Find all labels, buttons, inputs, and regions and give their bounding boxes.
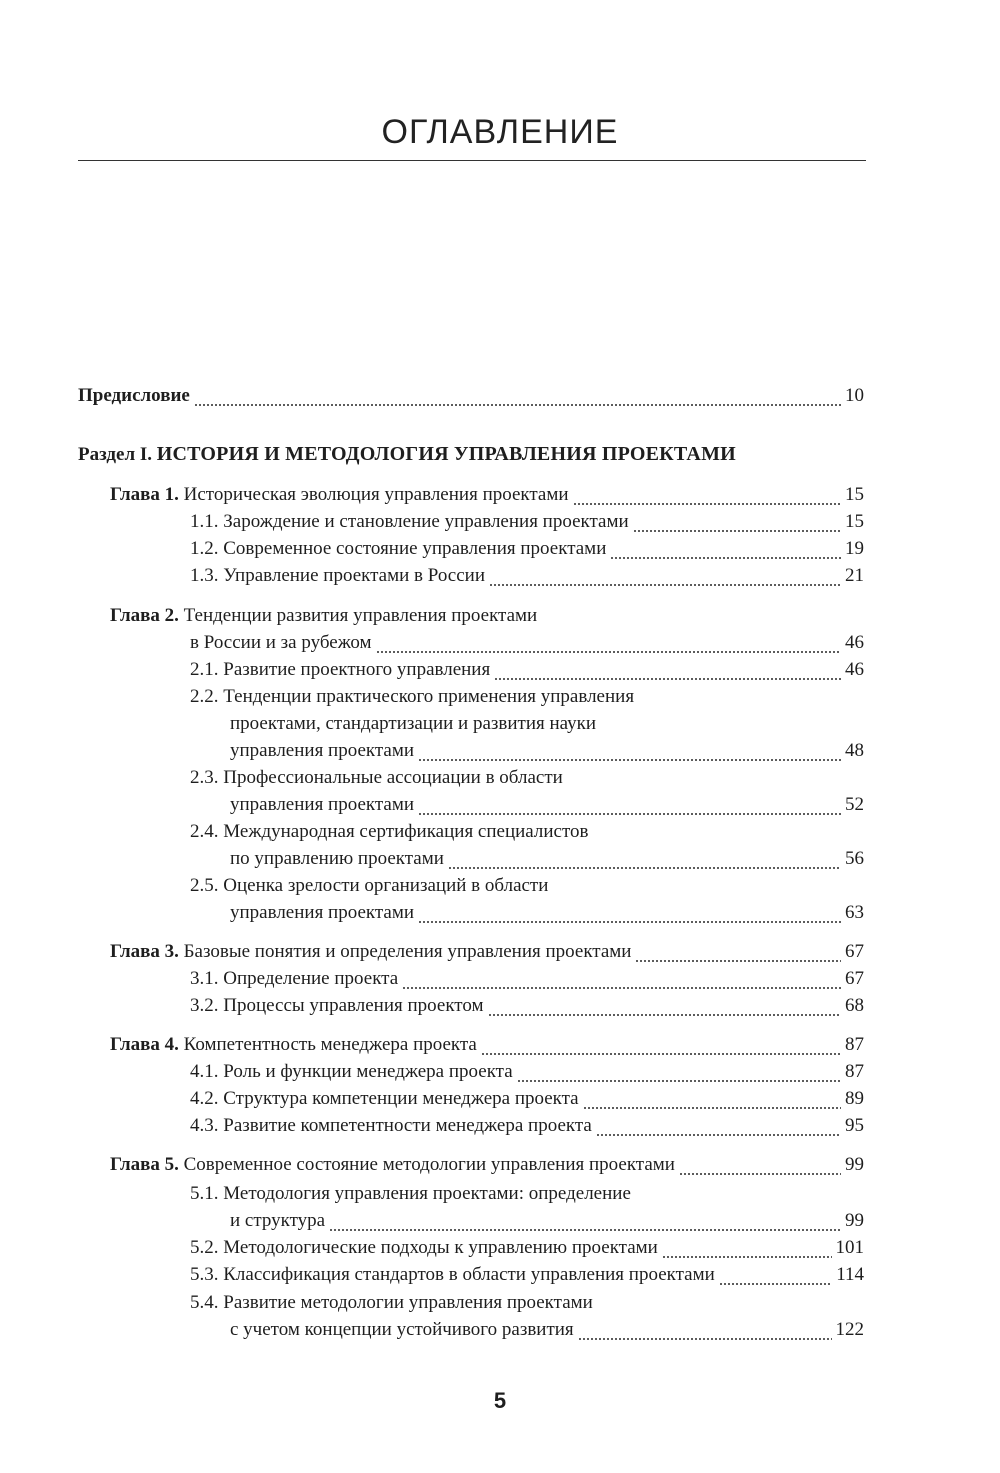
toc-page-number: 21 (845, 565, 864, 586)
toc-entry-label: 5.3. Классификация стандартов в области управления проектами (190, 1264, 715, 1285)
dot-leader (402, 972, 841, 992)
dot-leader (488, 999, 841, 1019)
toc-entry-label: 3.2. Процессы управления проектом (190, 995, 484, 1016)
toc-page-number: 15 (845, 511, 864, 532)
toc-entry-label: Предисловие (78, 385, 190, 406)
chapter-title: Современное состояние методологии управления проектами (183, 1154, 675, 1175)
chapter-label: Глава 1. (110, 484, 179, 505)
toc-entry-label: 3.1. Определение проекта (190, 968, 399, 989)
toc-entry-label: 1.1. Зарождение и становление управления проектами (190, 511, 629, 532)
toc-entry-2-4-line1[interactable]: 2.4. Международная сертификация специалистов (190, 821, 589, 842)
chapter-title: Базовые понятия и определения управления проектами (183, 941, 632, 962)
dot-leader (517, 1065, 841, 1085)
toc-page-number: 67 (845, 941, 864, 962)
toc-entry-4-1[interactable] (190, 1059, 864, 1085)
toc-entry-chapter-4[interactable] (110, 1032, 864, 1058)
dot-leader (194, 389, 841, 409)
chapter-title-cont: в России и за рубежом (190, 632, 372, 653)
toc-entry-label: управления проектами (230, 794, 415, 815)
toc-entry-label: управления проектами (230, 740, 415, 761)
toc-entry-3-2[interactable] (190, 993, 864, 1019)
toc-page-number: 87 (845, 1034, 864, 1055)
toc-entry-label: по управлению проектами (230, 848, 444, 869)
toc-page-number: 89 (845, 1088, 864, 1109)
toc-entry-2-4[interactable] (230, 846, 864, 872)
toc-entry-1-2[interactable] (190, 536, 864, 562)
toc-entry-5-4[interactable] (230, 1317, 864, 1343)
toc-entry-2-2[interactable] (230, 738, 864, 764)
toc-entry-label: и структура (230, 1210, 326, 1231)
toc-page-number: 99 (845, 1154, 864, 1175)
dot-leader (448, 852, 841, 872)
toc-entry-label: с учетом концепции устойчивого развития (230, 1319, 574, 1340)
dot-leader (494, 663, 841, 683)
dot-leader (679, 1158, 841, 1178)
toc-entry-2-5-line1[interactable]: 2.5. Оценка зрелости организаций в области (190, 875, 549, 896)
toc-entry-label: управления проектами (230, 902, 415, 923)
toc-entry-label: 2.1. Развитие проектного управления (190, 659, 491, 680)
toc-page-number: 99 (845, 1210, 864, 1231)
toc-page-number: 87 (845, 1061, 864, 1082)
toc-entry-5-3[interactable] (190, 1262, 864, 1288)
chapter-label: Глава 2. (110, 605, 179, 626)
toc-entry-chapter-2-title[interactable] (110, 603, 537, 629)
dot-leader (635, 945, 841, 965)
toc-page-number: 10 (845, 385, 864, 406)
toc-page-number: 114 (836, 1264, 864, 1285)
toc-entry-4-2[interactable] (190, 1086, 864, 1112)
dot-leader (719, 1268, 832, 1288)
toc-entry-chapter-5[interactable] (110, 1152, 864, 1178)
toc-page-number: 68 (845, 995, 864, 1016)
toc-entry-label: 4.2. Структура компетенции менеджера проекта (190, 1088, 579, 1109)
section-heading (78, 441, 736, 468)
toc-page-number: 15 (845, 484, 864, 505)
toc-entry-chapter-2[interactable] (190, 630, 864, 656)
toc-entry-2-3-line1[interactable]: 2.3. Профессиональные ассоциации в области (190, 767, 563, 788)
dot-leader (418, 744, 841, 764)
toc-entry-5-1[interactable] (230, 1208, 864, 1234)
dot-leader (662, 1241, 832, 1261)
toc-entry-preface[interactable] (78, 383, 864, 409)
toc-entry-label: 5.2. Методологические подходы к управлению проектами (190, 1237, 658, 1258)
toc-page-number: 48 (845, 740, 864, 761)
toc-entry-2-3[interactable] (230, 792, 864, 818)
toc-entry-chapter-3[interactable] (110, 939, 864, 965)
dot-leader (376, 636, 841, 656)
dot-leader (489, 569, 841, 589)
toc-page-number: 122 (835, 1319, 864, 1340)
toc-entry-label: 1.2. Современное состояние управления проектами (190, 538, 607, 559)
toc-entry-5-1-line1[interactable]: 5.1. Методология управления проектами: определение (190, 1183, 631, 1204)
dot-leader (596, 1119, 841, 1139)
toc-page-number: 46 (845, 632, 864, 653)
toc-entry-5-2[interactable] (190, 1235, 864, 1261)
dot-leader (633, 515, 841, 535)
toc-entry-5-4-line1[interactable]: 5.4. Развитие методологии управления проектами (190, 1292, 593, 1313)
toc-page-number: 56 (845, 848, 864, 869)
toc-entry-4-3[interactable] (190, 1113, 864, 1139)
dot-leader (329, 1214, 841, 1234)
section-title: ИСТОРИЯ И МЕТОДОЛОГИЯ УПРАВЛЕНИЯ ПРОЕКТАМИ (156, 443, 736, 465)
chapter-title: Тенденции развития управления проектами (183, 605, 538, 626)
dot-leader (578, 1323, 832, 1343)
page-title: ОГЛАВЛЕНИЕ (381, 113, 619, 151)
dot-leader (481, 1038, 841, 1058)
toc-page-number: 101 (835, 1237, 864, 1258)
toc-entry-1-1[interactable] (190, 509, 864, 535)
dot-leader (418, 906, 841, 926)
toc-entry-label: 4.3. Развитие компетентности менеджера проекта (190, 1115, 592, 1136)
toc-page-number: 52 (845, 794, 864, 815)
toc-entry-2-2-line2[interactable]: проектами, стандартизации и развития науки (230, 713, 597, 734)
toc-page-number: 95 (845, 1115, 864, 1136)
dot-leader (610, 542, 841, 562)
toc-entry-2-1[interactable] (190, 657, 864, 683)
section-prefix: Раздел I. (78, 444, 152, 465)
title-rule (78, 160, 866, 161)
toc-entry-chapter-1[interactable] (110, 482, 864, 508)
toc-page-number: 46 (845, 659, 864, 680)
dot-leader (573, 488, 841, 508)
chapter-title: Историческая эволюция управления проектами (183, 484, 569, 505)
toc-entry-2-5[interactable] (230, 900, 864, 926)
toc-page-number: 67 (845, 968, 864, 989)
toc-entry-1-3[interactable] (190, 563, 864, 589)
toc-entry-2-2-line1[interactable]: 2.2. Тенденции практического применения управления (190, 686, 635, 707)
toc-entry-3-1[interactable] (190, 966, 864, 992)
chapter-label: Глава 5. (110, 1154, 179, 1175)
chapter-label: Глава 3. (110, 941, 179, 962)
toc-page-number: 63 (845, 902, 864, 923)
dot-leader (418, 798, 841, 818)
toc-entry-label: 1.3. Управление проектами в России (190, 565, 486, 586)
page-number: 5 (493, 1388, 507, 1413)
toc-page-number: 19 (845, 538, 864, 559)
dot-leader (583, 1092, 841, 1112)
chapter-title: Компетентность менеджера проекта (183, 1034, 477, 1055)
toc-entry-label: 4.1. Роль и функции менеджера проекта (190, 1061, 513, 1082)
chapter-label: Глава 4. (110, 1034, 179, 1055)
